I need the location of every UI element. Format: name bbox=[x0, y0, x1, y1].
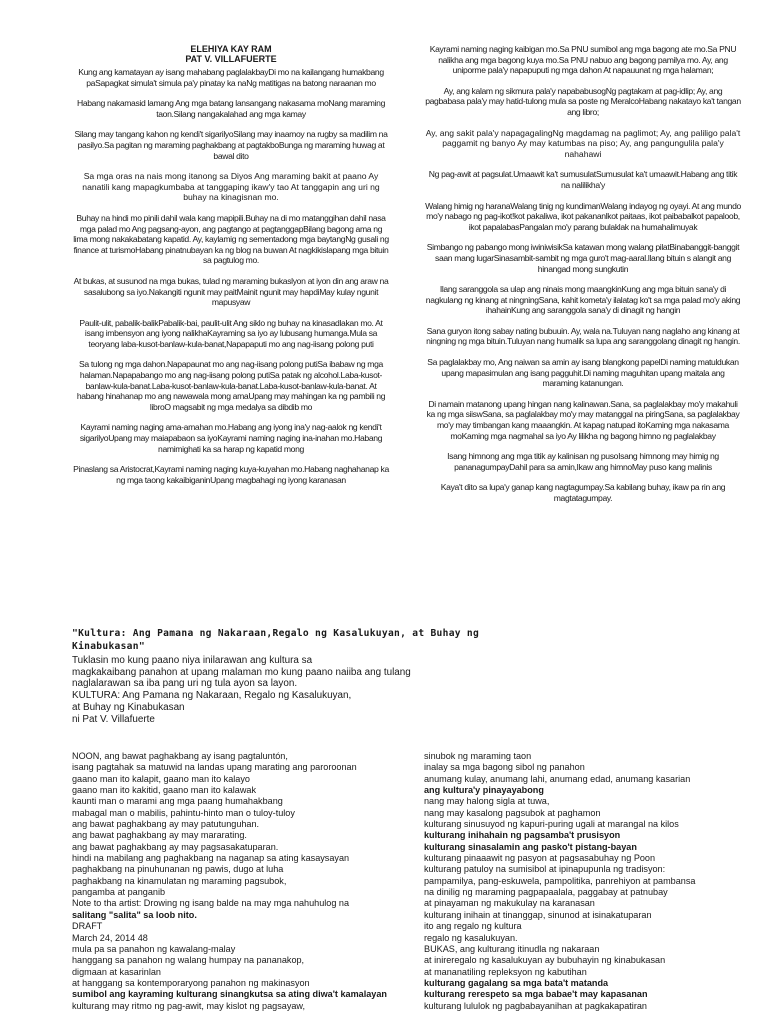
intro-line: at Buhay ng Kinabukasan bbox=[72, 701, 185, 713]
verse-line: pangamba at panganib bbox=[72, 887, 166, 898]
stanza: Silang may tangang kahon ng kendi't sigarilyoSilang may inaamoy na rugby sa madilim na pasilyo.Sa pagitan ng maraming paghakbang at pagtakboBunga ng maraming huwag at bawal dito bbox=[74, 129, 388, 161]
verse-line: kulturang gagalang sa mga bata't matanda bbox=[424, 977, 609, 988]
intro-line: magkakaibang panahon at upang malaman mo kung paano naiiba ang tulang bbox=[72, 666, 411, 678]
verse-line: kulturang lululok ng pagbabayanihan at pagkakapatiran bbox=[424, 1000, 647, 1011]
stanza: Di namain matanong upang hingan nang kalinawan.Sana, sa paglalakbay mo'y makahuli ka ng mga siiswSana, sa paglalakbay mo'y may matanggal na piringSana, sa paglalakbay mo'y may timbangan kang maaangkin. At kapag natupad itoKaming mga nakasama moKaming mga nagmahal sa iyo Ay lilikha ng bagong himno ng paglalakbay bbox=[426, 398, 740, 441]
stanza: Kung ang kamatayan ay isang mahabang paglalakbayDi mo na kailangang humakbang paSapagkat simula't simula pa'y pinatay ka naNg matitigas na batong naraanan mo bbox=[78, 67, 384, 88]
verse-line: digmaan at kasarinlan bbox=[72, 966, 161, 977]
intro-line: naglalarawan sa iba pang uri ng tula ayon sa layon. bbox=[72, 678, 298, 690]
verse-line: BUKAS, ang kulturang itinudla ng nakaraan bbox=[424, 943, 600, 954]
stanza: Kayrami naming naging kaibigan mo.Sa PNU sumibol ang mga bagong ate mo.Sa PNU nalikha ang mga bagong kuya mo.Sa PNU nabuo ang bagong pamilya mo. Ay, ang uniporme pala'y napapuputi ng mga dahon At napauunat ng mga halaman; bbox=[429, 44, 737, 76]
verse-line: sumibol ang kayraming kulturang sinangkutsa sa ating diwa't kamalayan bbox=[72, 989, 387, 1000]
verse-line: salitang "salita" sa loob nito. bbox=[72, 909, 197, 920]
verse-line: at inireregalo ng kasalukuyan ay bubuhayin ng kinabukasan bbox=[424, 955, 666, 966]
verse-line: inalay sa mga bagong sibol ng panahon bbox=[424, 762, 585, 773]
verse-line: ito ang regalo ng kultura bbox=[424, 921, 522, 932]
upper-left-column bbox=[72, 44, 390, 495]
heading-line: "Kultura: Ang Pamana ng Nakaraan,Regalo ng Kasalukuyan, at Buhay ng bbox=[72, 628, 480, 639]
verse-line: paghakbang na pinuhunanan ng pawis, dugo at luha bbox=[72, 864, 284, 875]
verse-line: kulturang inihahain ng pagsamba't prusisyon bbox=[424, 830, 621, 841]
verse-line: regalo ng kasalukuyan. bbox=[424, 932, 518, 943]
verse-line: nang may kasalong pagsubok at paghamon bbox=[424, 807, 601, 818]
section-heading bbox=[72, 628, 480, 653]
verse-line: isang pagtahak sa matuwid na landas upang marating ang paroroonan bbox=[72, 762, 357, 773]
verse-line: paghakbang na kinamulatan ng maraming pagsubok, bbox=[72, 875, 287, 886]
verse-line: kulturang patuloy na sumisibol at ipinapupunla ng tradisyon: bbox=[424, 864, 666, 875]
stanza: Simbango ng pabango mong iwiniwisikSa katawan mong walang pilatBinabanggit-banggit saan mang lugarSinasambit-sambit ng mga guro't mag-aaral.llang bituin s alangit ang hinangad mong sungkutin bbox=[426, 242, 740, 274]
verse-line: kulturang pinaaawit ng pasyon at pagsasabuhay ng Poon bbox=[424, 853, 656, 864]
verse-line: kulturang sinusuyod ng kapuri-puring ugali at marangal na kilos bbox=[424, 819, 679, 830]
verse-line: Note to tha artist: Drowing ng isang balde na may mga nahuhulog na bbox=[72, 898, 350, 909]
verse-line: kulturang may ritmo ng pag-awit, may kislot ng pagsayaw, bbox=[72, 1000, 306, 1011]
poem-title: ELEHIYA KAY RAM bbox=[190, 44, 272, 54]
stanza: Sana guryon itong sabay nating bubuuin. Ay, wala na.Tuluyan nang naglaho ang kinang at ningning ng mga bituin.Tuluyan nang humalik sa lupa ang saranggolang dinagit ng hangin. bbox=[426, 325, 740, 347]
stanza: Habang nakamasid lamang Ang mga batang lansangang nakasama moNang maraming taon.Silang nangakalahad ang mga kamay bbox=[76, 98, 386, 119]
stanza: Sa mga oras na nais mong itanong sa Diyos Ang maraming bakit at paano Ay nanatili kang mapagkumbaba at tanggaping ikaw'y tao At tanggapin ang uri ng buhay na kinagisnan mo. bbox=[82, 171, 380, 203]
stanza: Paulit-ulit, pabalik-balikPabalik-bai, paulit-ulit Ang siklo ng buhay na kinasadlakan mo. At isang imbensyon ang iyong nalikhaKayraming sa iyo ay lubusang humanga.Mula sa teoryang laba-kusot-banlaw-kula-banat,Napapaputi mo ang nag-iisang polong puti bbox=[79, 317, 383, 349]
intro-line: ni Pat V. Villafuerte bbox=[72, 713, 155, 725]
verse-line: hanggang sa panahon ng walang humpay na pananakop, bbox=[72, 955, 305, 966]
verse-line: mula pa sa panahon ng kawalang-malay bbox=[72, 943, 236, 954]
verse-line: March 24, 2014 48 bbox=[72, 932, 148, 943]
verse-line: kulturang inihain at tinanggap, sinunod at isinakatuparan bbox=[424, 909, 652, 920]
verse-line: at hanggang sa kontemporaryong panahon ng makinasyon bbox=[72, 977, 310, 988]
verse-line: at pinayaman ng makukulay na karanasan bbox=[424, 898, 595, 909]
stanza: Kayrami naming naging ama-amahan mo.Habang ang iyong ina'y nag-aalok ng kendi't sigarilyoUpang may maiapabaon sa iyoKayrami naming naging ina-inahan mo.Habang namimighati ka sa harap ng kapatid mong bbox=[79, 422, 383, 454]
verse-line: hindi na mabilang ang paghakbang na naganap sa ating kasaysayan bbox=[72, 853, 350, 864]
stanza: Isang himnong ang mga titik ay kalinisan ng pusoIsang himnong may himig ng pananagumpayDahil para sa amin,Ikaw ang himnoMay puso kang malinis bbox=[447, 451, 719, 472]
verse-line: na dinilig ng maraming pagpapaalala, paggabay at patnubay bbox=[424, 887, 668, 898]
stanza: Pinaslang sa Aristocrat,Kayrami naming naging kuya-kuyahan mo.Habang naghahanap ka ng mga taong kakaibiganinUpang magbahagi ng iyong karanasan bbox=[73, 464, 389, 485]
verse-line: NOON, ang bawat paghakbang ay isang pagtaluntón, bbox=[72, 751, 288, 761]
verse-line: nang may halong sigla at tuwa, bbox=[424, 796, 550, 807]
verse-line: DRAFT bbox=[72, 921, 103, 932]
section-intro bbox=[72, 655, 432, 725]
verse-line: mabagal man o mabilis, pahintu-hinto man o tuloy-tuloy bbox=[72, 807, 295, 818]
intro-line: Tuklasin mo kung paano niya inilarawan ang kultura sa bbox=[72, 655, 313, 666]
verse-line: kulturang rerespeto sa mga babae't may kapasanan bbox=[424, 989, 648, 1000]
verse-line: gaano man ito kakitid, gaano man ito kalawak bbox=[72, 785, 257, 796]
lower-right-column bbox=[424, 751, 754, 1012]
poem-author: PAT V. VILLAFUERTE bbox=[185, 54, 277, 64]
stanza: Ilang saranggola sa ulap ang ninais mong maangkinKung ang mga bituin sana'y di nagkulang ng kinang at ningningSana, kahit kometa'y ilalatag ko't sa mga palad mo'y aking ihahainKung ang saranggola sana'y di dinagit ng hangin bbox=[425, 284, 741, 316]
stanza: Sa paglalakbay mo, Ang naiwan sa amin ay isang blangkong papelDi naming matuldukan upang mapasimulan ang isang pagguhit.Di naming maguhitan upang maitala ang maraming katanungan. bbox=[427, 357, 739, 389]
verse-line: pampamilya, pang-eskuwela, pampolitika, panrehiyon at pambansa bbox=[424, 875, 696, 886]
verse-line: ang bawat paghakbang ay may patutunguhan. bbox=[72, 819, 260, 830]
verse-line: gaano man ito kalapit, gaano man ito kalayo bbox=[72, 773, 250, 784]
heading-line: Kinabukasan" bbox=[72, 640, 145, 652]
verse-line: ang bawat paghakbang ay may mararating. bbox=[72, 830, 247, 841]
stanza: Walang himig ng haranaWalang tinig ng kundimanWalang indayog ng oyayi. At ang mundo mo'y nabago ng pag-ikot!kot pakaliwa, ikot pakananlkot paitaas, ikot paibabalkot papaloob, ikot papalabasPangalan mo'y parang bulaklak na humahalimuyak bbox=[425, 200, 741, 232]
verse-line: at mananatiling repleksyon ng kabutihan bbox=[424, 966, 587, 977]
verse-line: ang kultura'y pinayayabong bbox=[424, 785, 544, 796]
verse-line: sinubok ng maraming taon bbox=[424, 751, 532, 761]
verse-line: ang bawat paghakbang ay may pagsasakatuparan. bbox=[72, 841, 279, 852]
stanza: Kaya't dito sa lupa'y ganap kang nagtagumpay.Sa kabilang buhay, ikaw pa rin ang magtatagumpay. bbox=[440, 482, 726, 503]
verse-line: anumang kulay, anumang lahi, anumang edad, anumang kasarian bbox=[424, 773, 691, 784]
intro-line: KULTURA: Ang Pamana ng Nakaraan, Regalo ng Kasalukuyan, bbox=[72, 690, 352, 702]
upper-right-column bbox=[424, 44, 742, 514]
stanza: Ay, ang kalam ng sikmura pala'y napababusogNg pagtakam at pag-idlip; Ay, ang pagbabasa pala'y may hatid-tulong mula sa poste ng MeralcoHabang nakatayo ka't tangan ang libro; bbox=[425, 85, 741, 117]
stanza: Ay, ang sakit pala'y napagagalingNg magdamag na paglimot; Ay, ang paliligo pala't paggamit ng banyo Ay may katumbas na piso; Ay, ang pangungulila pala'y nahahawi bbox=[425, 127, 741, 159]
lower-poem-section bbox=[0, 628, 768, 1024]
lower-left-column bbox=[72, 751, 402, 1012]
stanza: Sa tulong ng mga dahon.Napapaunat mo ang nag-iisang polong putiSa ibabaw ng mga halaman.Napapabango mo ang nag-iisang polong putiSa patak ng alcohol.Laba-kusot-banlaw-kula-banat.Laba-kusot-banlaw-kula-banat.Laba-kusot-banlaw-kula-banat. At habang hinahanap mo ang nawawala mong amaUpang may mahingan ka ng pambili ng libroO magsabit ng mga medalya sa dibdib mo bbox=[76, 359, 386, 412]
stanza: At bukas, at susunod na mga bukas, tulad ng maraming bukaslyon at iyon din ang araw na sasalubong sa iyo.Nakangiti ngunit may paitMainit ngunit may hapdiMay kulay ngunit mapusyaw bbox=[73, 275, 389, 308]
verse-line: kaunti man o marami ang mga paang humahakbang bbox=[72, 796, 283, 807]
stanza: Ng pag-awit at pagsulat.Umaawit ka't sumusulatSumusulat ka't umaawit.Habang ang titik na nalilikha'y bbox=[428, 169, 738, 190]
poem-title-block bbox=[72, 44, 390, 64]
stanza: Buhay na hindi mo pinili dahil wala kang mapipili.Buhay na di mo matanggihan dahil nasa mga palad mo Ang pagsang-ayon, ang pagtango at pagtanggapBilang bagong ama ng lima mong nakakabatang kapatid. Ay, kaylamig ng sementadong mga baytangNg gusali ng finance at turismoHabang pinatnubayan ka ng blog na buwan At nagkikislapang mga bituin sa pagtulog mo. bbox=[73, 212, 389, 266]
verse-line: kulturang sinasalamin ang pasko't pistang-bayan bbox=[424, 841, 637, 852]
